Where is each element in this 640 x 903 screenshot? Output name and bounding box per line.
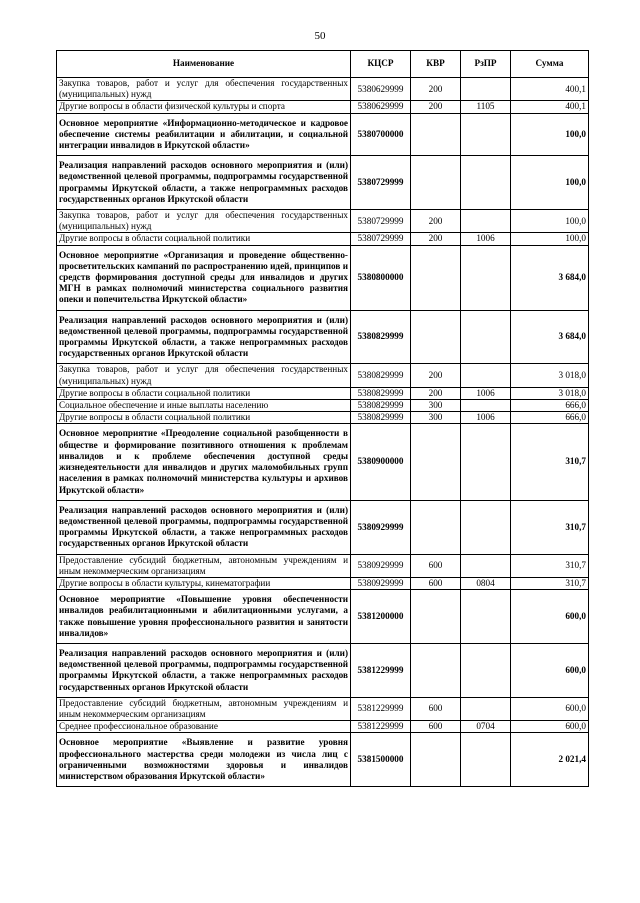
cell-sum: 310,7: [511, 424, 589, 500]
cell-sum: 100,0: [511, 156, 589, 210]
cell-name: Основное мероприятие «Информационно-методическое и кадровое обеспечение системы реабилитации и абилитации, и социальной интеграции инвалидов в Иркутской области»: [57, 113, 351, 156]
cell-rzpr: [461, 590, 511, 644]
table-row: [57, 577, 589, 589]
cell-name: Другие вопросы в области социальной политики: [57, 412, 351, 424]
cell-kvr: 200: [411, 101, 461, 113]
cell-code: 5381229999: [351, 721, 411, 733]
cell-name: Другие вопросы в области социальной политики: [57, 233, 351, 245]
table-row: [57, 245, 589, 310]
cell-sum: 400,1: [511, 78, 589, 101]
cell-rzpr: [461, 113, 511, 156]
cell-code: 5381229999: [351, 643, 411, 697]
table-row: [57, 500, 589, 554]
cell-code: 5381229999: [351, 697, 411, 720]
cell-name: Основное мероприятие «Преодоление социальной разобщенности в обществе и формирование позитивного отношения к проблемам инвалидов и к проблеме обеспечения доступной среды жизнедеятельности для инвалидов и других маломобильных групп населения в рамках полномочий министерства культуры и архивов Иркутской области»: [57, 424, 351, 500]
cell-rzpr: [461, 500, 511, 554]
cell-code: 5380629999: [351, 101, 411, 113]
cell-kvr: 600: [411, 697, 461, 720]
cell-kvr: 300: [411, 412, 461, 424]
cell-code: 5380829999: [351, 387, 411, 399]
cell-rzpr: 1006: [461, 387, 511, 399]
cell-name: Реализация направлений расходов основного мероприятия и (или) ведомственной целевой программы, подпрограммы государственной программы Иркутской области, а также непрограммных расходов государственных органов Иркутской области: [57, 156, 351, 210]
cell-name: Другие вопросы в области социальной политики: [57, 387, 351, 399]
cell-code: 5380929999: [351, 554, 411, 577]
cell-name: Закупка товаров, работ и услуг для обеспечения государственных (муниципальных) нужд: [57, 364, 351, 387]
cell-sum: 666,0: [511, 412, 589, 424]
table-row: [57, 424, 589, 500]
cell-name: Другие вопросы в области культуры, кинематографии: [57, 577, 351, 589]
cell-kvr: [411, 500, 461, 554]
budget-table: [56, 50, 589, 787]
cell-kvr: [411, 590, 461, 644]
cell-sum: 400,1: [511, 101, 589, 113]
table-row: [57, 721, 589, 733]
cell-name: Закупка товаров, работ и услуг для обеспечения государственных (муниципальных) нужд: [57, 78, 351, 101]
cell-sum: 3 684,0: [511, 245, 589, 310]
table-row: [57, 643, 589, 697]
cell-rzpr: [461, 156, 511, 210]
cell-sum: 666,0: [511, 400, 589, 412]
cell-rzpr: 1006: [461, 233, 511, 245]
cell-rzpr: [461, 643, 511, 697]
cell-code: 5380629999: [351, 78, 411, 101]
cell-name: Реализация направлений расходов основного мероприятия и (или) ведомственной целевой программы, подпрограммы государственной программы Иркутской области, а также непрограммных расходов государственных органов Иркутской области: [57, 500, 351, 554]
cell-sum: 600,0: [511, 643, 589, 697]
cell-kvr: [411, 424, 461, 500]
cell-sum: 600,0: [511, 721, 589, 733]
cell-name: Реализация направлений расходов основного мероприятия и (или) ведомственной целевой программы, подпрограммы государственной программы Иркутской области, а также непрограммных расходов государственных органов Иркутской области: [57, 643, 351, 697]
cell-kvr: [411, 113, 461, 156]
table-row: [57, 554, 589, 577]
cell-kvr: [411, 156, 461, 210]
cell-sum: 100,0: [511, 233, 589, 245]
cell-rzpr: [461, 310, 511, 364]
table-row: [57, 733, 589, 787]
cell-rzpr: [461, 424, 511, 500]
cell-rzpr: [461, 245, 511, 310]
cell-rzpr: [461, 78, 511, 101]
cell-rzpr: 0704: [461, 721, 511, 733]
cell-rzpr: 0804: [461, 577, 511, 589]
cell-name: Другие вопросы в области физической культуры и спорта: [57, 101, 351, 113]
table-row: [57, 697, 589, 720]
table-row: [57, 113, 589, 156]
cell-code: 5381500000: [351, 733, 411, 787]
cell-kvr: [411, 643, 461, 697]
table-row: [57, 364, 589, 387]
cell-kvr: 300: [411, 400, 461, 412]
page-number: 50: [314, 30, 326, 42]
cell-sum: 3 018,0: [511, 387, 589, 399]
table-header-row: [57, 51, 589, 78]
cell-code: 5380729999: [351, 233, 411, 245]
table-row: [57, 101, 589, 113]
cell-sum: 2 021,4: [511, 733, 589, 787]
cell-name: Основное мероприятие «Выявление и развитие уровня профессионального мастерства среди молодежи из числа лиц с ограниченными возможностями здоровья и инвалидов министерством образования Иркутской области»: [57, 733, 351, 787]
cell-kvr: 200: [411, 233, 461, 245]
cell-name: Предоставление субсидий бюджетным, автономным учреждениям и иным некоммерческим организациям: [57, 554, 351, 577]
cell-rzpr: 1105: [461, 101, 511, 113]
cell-kvr: 200: [411, 387, 461, 399]
cell-rzpr: [461, 364, 511, 387]
cell-code: 5380829999: [351, 310, 411, 364]
header-sum: Сумма: [511, 51, 589, 78]
cell-rzpr: [461, 697, 511, 720]
table-row: [57, 387, 589, 399]
cell-kvr: 200: [411, 364, 461, 387]
cell-rzpr: 1006: [461, 412, 511, 424]
cell-code: 5380729999: [351, 210, 411, 233]
table-row: [57, 233, 589, 245]
cell-kvr: [411, 310, 461, 364]
cell-sum: 310,7: [511, 500, 589, 554]
cell-kvr: [411, 733, 461, 787]
cell-code: 5380800000: [351, 245, 411, 310]
cell-rzpr: [461, 400, 511, 412]
cell-code: 5380929999: [351, 500, 411, 554]
cell-name: Социальное обеспечение и иные выплаты населению: [57, 400, 351, 412]
cell-code: 5380829999: [351, 412, 411, 424]
cell-kvr: 200: [411, 210, 461, 233]
cell-kvr: 600: [411, 577, 461, 589]
cell-sum: 3 684,0: [511, 310, 589, 364]
table-row: [57, 400, 589, 412]
cell-code: 5380700000: [351, 113, 411, 156]
cell-code: 5380729999: [351, 156, 411, 210]
cell-name: Основное мероприятие «Повышение уровня обеспеченности инвалидов реабилитационными и абилитационными услугами, а также повышение уровня профессионального развития и занятости инвалидов»: [57, 590, 351, 644]
cell-code: 5380900000: [351, 424, 411, 500]
cell-name: Предоставление субсидий бюджетным, автономным учреждениям и иным некоммерческим организациям: [57, 697, 351, 720]
header-name: Наименование: [57, 51, 351, 78]
cell-sum: 100,0: [511, 113, 589, 156]
cell-code: 5380929999: [351, 577, 411, 589]
cell-code: 5381200000: [351, 590, 411, 644]
header-rzpr: РзПР: [461, 51, 511, 78]
cell-kvr: 600: [411, 554, 461, 577]
table-row: [57, 78, 589, 101]
cell-sum: 100,0: [511, 210, 589, 233]
cell-name: Основное мероприятие «Организация и проведение общественно-просветительских кампаний по распространению идей, принципов и средств формирования доступной среды для инвалидов и других МГН в рамках полномочий министерства социального развития опеки и попечительства Иркутской области»: [57, 245, 351, 310]
cell-sum: 600,0: [511, 697, 589, 720]
table-row: [57, 310, 589, 364]
cell-name: Реализация направлений расходов основного мероприятия и (или) ведомственной целевой программы, подпрограммы государственной программы Иркутской области, а также непрограммных расходов государственных органов Иркутской области: [57, 310, 351, 364]
cell-name: Среднее профессиональное образование: [57, 721, 351, 733]
cell-rzpr: [461, 210, 511, 233]
table-row: [57, 156, 589, 210]
cell-kvr: [411, 245, 461, 310]
cell-name: Закупка товаров, работ и услуг для обеспечения государственных (муниципальных) нужд: [57, 210, 351, 233]
table-body: [57, 78, 589, 787]
cell-kvr: 600: [411, 721, 461, 733]
table-row: [57, 412, 589, 424]
header-kvr: КВР: [411, 51, 461, 78]
cell-sum: 3 018,0: [511, 364, 589, 387]
header-code: КЦСР: [351, 51, 411, 78]
cell-sum: 310,7: [511, 577, 589, 589]
cell-rzpr: [461, 554, 511, 577]
cell-rzpr: [461, 733, 511, 787]
table-row: [57, 210, 589, 233]
cell-code: 5380829999: [351, 400, 411, 412]
cell-kvr: 200: [411, 78, 461, 101]
table-row: [57, 590, 589, 644]
cell-sum: 310,7: [511, 554, 589, 577]
cell-code: 5380829999: [351, 364, 411, 387]
cell-sum: 600,0: [511, 590, 589, 644]
